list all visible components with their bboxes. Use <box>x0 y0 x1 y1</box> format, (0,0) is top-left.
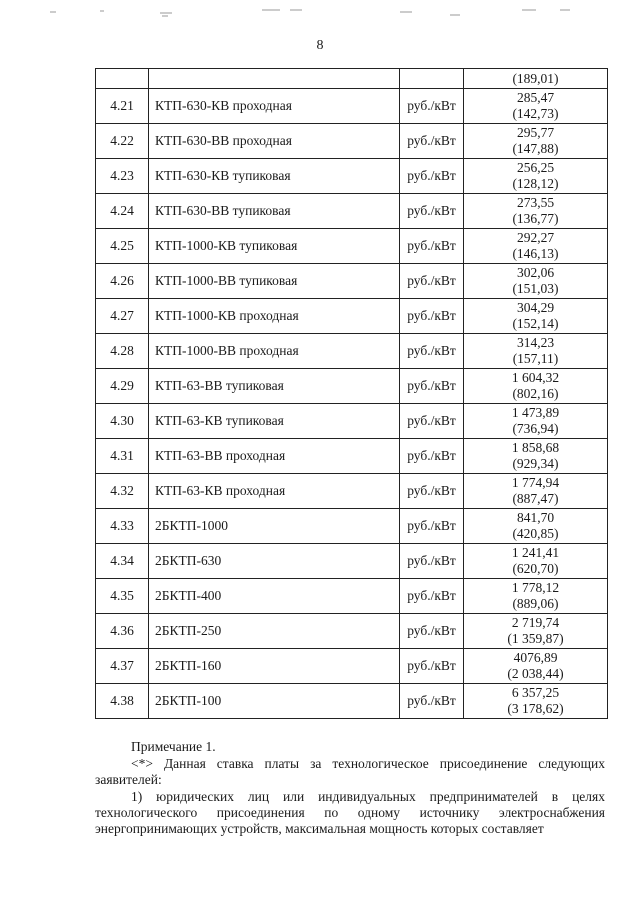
row-name: 2БКТП-160 <box>149 649 400 684</box>
row-name: 2БКТП-630 <box>149 544 400 579</box>
table-row <box>96 124 608 159</box>
table-row <box>96 544 608 579</box>
row-unit: руб./кВт <box>400 264 464 299</box>
row-value-cell <box>464 369 608 404</box>
row-value: 2 719,74 <box>511 615 560 630</box>
row-name: КТП-1000-ВВ тупиковая <box>149 264 400 299</box>
row-name: КТП-630-ВВ тупиковая <box>149 194 400 229</box>
row-value: 1 858,68 <box>511 440 560 455</box>
row-unit: руб./кВт <box>400 544 464 579</box>
row-value-cell <box>464 579 608 614</box>
note-paragraph-2: 1) юридических лиц или индивидуальных предпринимателей в целях технологического присоединения по одному источнику электроснабжения энергопринимающих устройств, максимальная мощность которых составляет <box>95 789 605 836</box>
table-row <box>96 159 608 194</box>
row-value-alt: (147,88) <box>512 141 559 156</box>
table-row <box>96 264 608 299</box>
row-value-alt: (889,06) <box>512 596 559 611</box>
row-value: 304,29 <box>516 300 555 315</box>
row-value: 273,55 <box>516 195 555 210</box>
row-name: КТП-63-КВ тупиковая <box>149 404 400 439</box>
page-number: 8 <box>316 38 324 53</box>
table-row <box>96 229 608 264</box>
table-row <box>96 509 608 544</box>
row-name: 2БКТП-1000 <box>149 509 400 544</box>
table-row <box>96 649 608 684</box>
row-unit: руб./кВт <box>400 89 464 124</box>
row-value-alt: (802,16) <box>512 386 559 401</box>
row-value-cell <box>464 89 608 124</box>
row-value-alt: (146,13) <box>512 246 559 261</box>
row-unit: руб./кВт <box>400 369 464 404</box>
row-value-cell <box>464 194 608 229</box>
row-name: КТП-1000-КВ проходная <box>149 299 400 334</box>
row-value: 285,47 <box>516 90 555 105</box>
row-value-cell <box>464 124 608 159</box>
row-value-cell <box>464 159 608 194</box>
row-number: 4.23 <box>96 159 149 194</box>
row-name: КТП-1000-КВ тупиковая <box>149 229 400 264</box>
row-name: КТП-63-ВВ тупиковая <box>149 369 400 404</box>
row-value: 302,06 <box>516 265 555 280</box>
table-row <box>96 439 608 474</box>
row-value-cell <box>464 439 608 474</box>
table-row <box>96 684 608 719</box>
row-value-alt: (3 178,62) <box>507 701 564 716</box>
row-name: КТП-63-КВ проходная <box>149 474 400 509</box>
row-value: 1 604,32 <box>511 370 560 385</box>
row-number: 4.22 <box>96 124 149 159</box>
row-number: 4.33 <box>96 509 149 544</box>
row-value-alt: (157,11) <box>512 351 559 366</box>
row-value-cell <box>464 404 608 439</box>
row-value: 314,23 <box>516 335 555 350</box>
row-value-cell <box>464 684 608 719</box>
note-title: Примечание 1. <box>131 739 216 754</box>
row-value-cell <box>464 614 608 649</box>
row-value: 292,27 <box>516 230 555 245</box>
row-value: 6 357,25 <box>511 685 560 700</box>
row-value: 1 778,12 <box>511 580 560 595</box>
row-value-alt: (136,77) <box>512 211 559 226</box>
row-value-cell <box>464 334 608 369</box>
row-name: КТП-630-ВВ проходная <box>149 124 400 159</box>
row-value-alt: (736,94) <box>512 421 559 436</box>
row-value-cell <box>464 649 608 684</box>
row-name: КТП-63-ВВ проходная <box>149 439 400 474</box>
row-value-alt: (2 038,44) <box>507 666 564 681</box>
row-value: 256,25 <box>516 160 555 175</box>
row-number: 4.28 <box>96 334 149 369</box>
row-unit: руб./кВт <box>400 404 464 439</box>
row-value-cell <box>464 509 608 544</box>
row-value-cell <box>464 544 608 579</box>
table-row <box>96 404 608 439</box>
row-unit: руб./кВт <box>400 194 464 229</box>
table-row <box>96 369 608 404</box>
row-value: 1 774,94 <box>511 475 560 490</box>
row-unit: руб./кВт <box>400 334 464 369</box>
row-number: 4.25 <box>96 229 149 264</box>
row-value-alt: (128,12) <box>512 176 559 191</box>
row-name: 2БКТП-400 <box>149 579 400 614</box>
row-value-alt: (142,73) <box>512 106 559 121</box>
row-number: 4.35 <box>96 579 149 614</box>
row-number: 4.21 <box>96 89 149 124</box>
row-unit: руб./кВт <box>400 299 464 334</box>
table-row <box>96 474 608 509</box>
table-row-continued <box>96 69 608 89</box>
row-value: 1 241,41 <box>511 545 560 560</box>
row-value-cell <box>464 299 608 334</box>
row-number: 4.26 <box>96 264 149 299</box>
table-row <box>96 579 608 614</box>
row-unit: руб./кВт <box>400 579 464 614</box>
row-unit: руб./кВт <box>400 159 464 194</box>
row-number: 4.34 <box>96 544 149 579</box>
value-continued: (189,01) <box>512 70 559 86</box>
row-unit: руб./кВт <box>400 124 464 159</box>
row-number: 4.38 <box>96 684 149 719</box>
row-value-alt: (887,47) <box>512 491 559 506</box>
row-value-cell <box>464 474 608 509</box>
row-name: КТП-1000-ВВ проходная <box>149 334 400 369</box>
row-number: 4.24 <box>96 194 149 229</box>
table-row <box>96 89 608 124</box>
row-unit: руб./кВт <box>400 649 464 684</box>
row-value: 295,77 <box>516 125 555 140</box>
row-value-cell <box>464 229 608 264</box>
row-value: 1 473,89 <box>511 405 560 420</box>
row-value-cell <box>464 264 608 299</box>
row-number: 4.36 <box>96 614 149 649</box>
row-value-alt: (152,14) <box>512 316 559 331</box>
row-name: КТП-630-КВ тупиковая <box>149 159 400 194</box>
row-value-alt: (620,70) <box>512 561 559 576</box>
row-unit: руб./кВт <box>400 474 464 509</box>
row-number: 4.31 <box>96 439 149 474</box>
row-name: 2БКТП-250 <box>149 614 400 649</box>
row-name: КТП-630-КВ проходная <box>149 89 400 124</box>
table-row <box>96 614 608 649</box>
row-unit: руб./кВт <box>400 439 464 474</box>
row-name: 2БКТП-100 <box>149 684 400 719</box>
tariff-table <box>95 68 608 719</box>
row-number: 4.32 <box>96 474 149 509</box>
row-value-alt: (420,85) <box>512 526 559 541</box>
row-unit: руб./кВт <box>400 229 464 264</box>
row-unit: руб./кВт <box>400 509 464 544</box>
row-number: 4.30 <box>96 404 149 439</box>
row-unit: руб./кВт <box>400 614 464 649</box>
table-row <box>96 334 608 369</box>
scan-artifacts <box>40 6 600 20</box>
row-value: 4076,89 <box>513 650 558 665</box>
row-value-alt: (929,34) <box>512 456 559 471</box>
row-value: 841,70 <box>516 510 555 525</box>
note-paragraph-1: <*> Данная ставка платы за технологическое присоединение следующих заявителей: <box>95 756 605 787</box>
row-number: 4.27 <box>96 299 149 334</box>
row-value-alt: (151,03) <box>512 281 559 296</box>
row-unit: руб./кВт <box>400 684 464 719</box>
table-row <box>96 299 608 334</box>
row-number: 4.29 <box>96 369 149 404</box>
row-number: 4.37 <box>96 649 149 684</box>
row-value-alt: (1 359,87) <box>507 631 564 646</box>
table-row <box>96 194 608 229</box>
